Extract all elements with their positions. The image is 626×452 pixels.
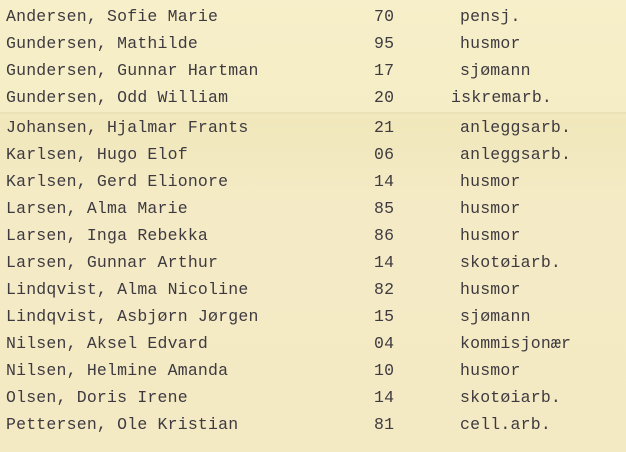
list-item bbox=[0, 143, 626, 167]
list-item bbox=[0, 386, 626, 410]
occupation: sjømann bbox=[460, 61, 531, 80]
person-name: Karlsen, Hugo Elof bbox=[6, 145, 188, 164]
birth-year: 06 bbox=[374, 145, 395, 164]
list-item bbox=[0, 224, 626, 248]
occupation: anleggsarb. bbox=[460, 118, 572, 137]
list-item bbox=[0, 197, 626, 221]
birth-year: 20 bbox=[374, 88, 395, 107]
list-item bbox=[0, 59, 626, 83]
occupation: husmor bbox=[460, 361, 521, 380]
occupation: sjømann bbox=[460, 307, 531, 326]
person-name: Larsen, Gunnar Arthur bbox=[6, 253, 219, 272]
person-name: Lindqvist, Asbjørn Jørgen bbox=[6, 307, 259, 326]
person-name: Andersen, Sofie Marie bbox=[6, 7, 219, 26]
list-item bbox=[0, 278, 626, 302]
occupation: husmor bbox=[460, 226, 521, 245]
birth-year: 14 bbox=[374, 388, 395, 407]
person-name: Johansen, Hjalmar Frants bbox=[6, 118, 249, 137]
list-item bbox=[0, 332, 626, 356]
birth-year: 21 bbox=[374, 118, 395, 137]
person-name: Olsen, Doris Irene bbox=[6, 388, 188, 407]
list-item bbox=[0, 32, 626, 56]
birth-year: 95 bbox=[374, 34, 395, 53]
birth-year: 04 bbox=[374, 334, 395, 353]
occupation: iskremarb. bbox=[451, 88, 553, 107]
list-item bbox=[0, 5, 626, 29]
person-name: Karlsen, Gerd Elionore bbox=[6, 172, 229, 191]
person-name: Gundersen, Mathilde bbox=[6, 34, 198, 53]
person-name: Nilsen, Helmine Amanda bbox=[6, 361, 229, 380]
birth-year: 70 bbox=[374, 7, 395, 26]
occupation: husmor bbox=[460, 34, 521, 53]
person-name: Gundersen, Odd William bbox=[6, 88, 229, 107]
occupation: cell.arb. bbox=[460, 415, 551, 434]
birth-year: 17 bbox=[374, 61, 395, 80]
list-item bbox=[0, 251, 626, 275]
list-item bbox=[0, 359, 626, 383]
birth-year: 86 bbox=[374, 226, 395, 245]
birth-year: 14 bbox=[374, 253, 395, 272]
occupation: husmor bbox=[460, 280, 521, 299]
list-item bbox=[0, 86, 626, 110]
list-item bbox=[0, 170, 626, 194]
list-item bbox=[0, 305, 626, 329]
occupation: skotøiarb. bbox=[460, 388, 562, 407]
list-item bbox=[0, 413, 626, 437]
occupation: kommisjonær bbox=[460, 334, 572, 353]
birth-year: 10 bbox=[374, 361, 395, 380]
person-name: Larsen, Inga Rebekka bbox=[6, 226, 209, 245]
occupation: husmor bbox=[460, 172, 521, 191]
person-name: Larsen, Alma Marie bbox=[6, 199, 188, 218]
list-item bbox=[0, 116, 626, 140]
person-name: Nilsen, Aksel Edvard bbox=[6, 334, 209, 353]
person-name: Lindqvist, Alma Nicoline bbox=[6, 280, 249, 299]
occupation: husmor bbox=[460, 199, 521, 218]
occupation: anleggsarb. bbox=[460, 145, 572, 164]
birth-year: 82 bbox=[374, 280, 395, 299]
person-name: Gundersen, Gunnar Hartman bbox=[6, 61, 259, 80]
occupation: skotøiarb. bbox=[460, 253, 562, 272]
birth-year: 14 bbox=[374, 172, 395, 191]
person-name: Pettersen, Ole Kristian bbox=[6, 415, 239, 434]
birth-year: 81 bbox=[374, 415, 395, 434]
occupation: pensj. bbox=[460, 7, 521, 26]
birth-year: 85 bbox=[374, 199, 395, 218]
birth-year: 15 bbox=[374, 307, 395, 326]
